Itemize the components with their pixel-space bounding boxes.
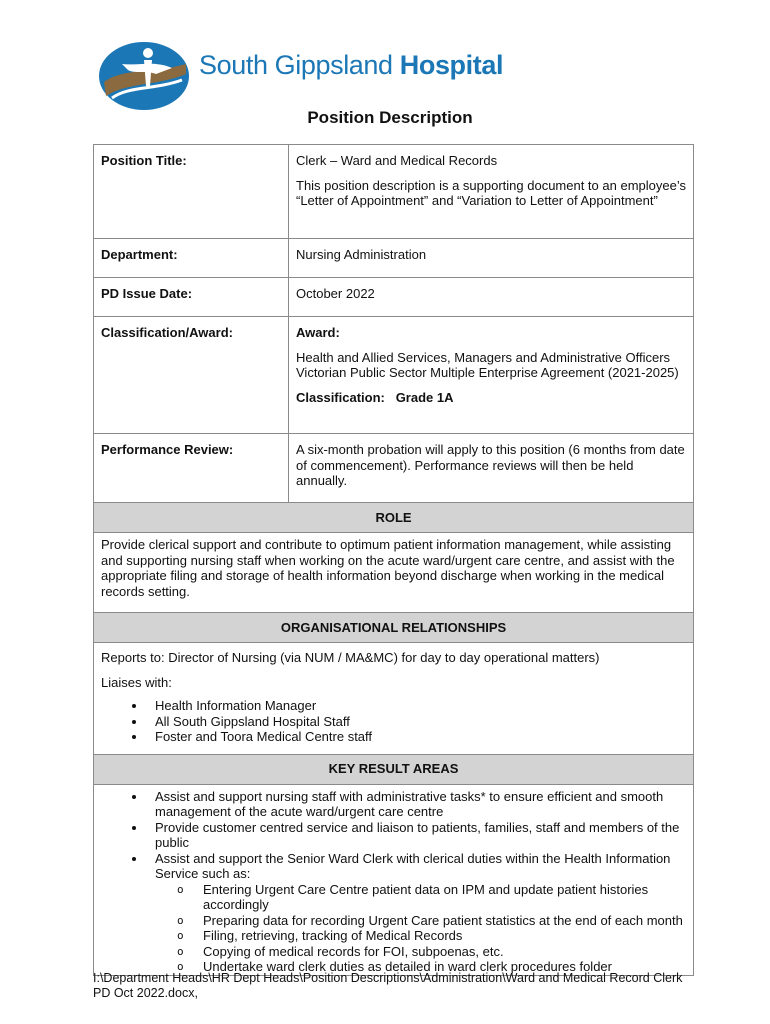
issue-date-row — [94, 278, 694, 317]
role-body-row — [94, 533, 694, 613]
relationships-body-row — [94, 643, 694, 755]
list-item: • Assist and support nursing staff with administrative tasks* to ensure efficient and smooth management of the acute ward/urgent care centre — [147, 789, 686, 820]
kra-list — [101, 789, 686, 975]
sub-list-item: o Preparing data for recording Urgent Care patient statistics at the end of each month — [195, 913, 686, 929]
logo-word-south-gippsland: South Gippsland — [199, 50, 393, 80]
role-text: Provide clerical support and contribute to optimum patient information management, while assisting and supporting nursing staff when working on the acute ward/urgent care centre, and assist with the appropriate filing and storage of health information beyond discharge when working in the medical records setting. — [94, 533, 694, 613]
sub-list-item: o Entering Urgent Care Centre patient data on IPM and update patient histories accordingly — [195, 882, 686, 913]
issue-date-label: PD Issue Date: — [94, 278, 289, 317]
performance-review-value: A six-month probation will apply to this position (6 months from date of commencement). Performance reviews will then be held annually. — [289, 434, 694, 503]
role-heading: ROLE — [94, 503, 694, 533]
classification-row — [94, 317, 694, 434]
classification-value-cell — [289, 317, 694, 434]
kra-item-text: Assist and support the Senior Ward Clerk with clerical duties within the Health Information Service such as: — [155, 850, 671, 881]
kra-heading-row — [94, 754, 694, 784]
role-heading-row — [94, 503, 694, 533]
position-title-value-cell — [289, 145, 694, 239]
reports-to-text: Reports to: Director of Nursing (via NUM / MA&MC) for day to day operational matters) — [101, 650, 600, 665]
relationships-heading: ORGANISATIONAL RELATIONSHIPS — [94, 613, 694, 643]
liaises-list — [101, 698, 686, 745]
relationships-heading-row — [94, 613, 694, 643]
award-text: Health and Allied Services, Managers and Administrative Officers Victorian Public Sector Multiple Enterprise Agreement (2021-2025) — [296, 349, 679, 380]
kra-heading: KEY RESULT AREAS — [94, 754, 694, 784]
issue-date-value: October 2022 — [289, 278, 694, 317]
kra-body — [94, 784, 694, 975]
position-description-table — [93, 144, 694, 976]
sub-list-item: o Filing, retrieving, tracking of Medical Records — [195, 928, 686, 944]
award-heading: Award: — [296, 325, 340, 340]
footer-file-path: I:\Department Heads\HR Dept Heads\Position Descriptions\Administration\Ward and Medical Record Clerk PD Oct 2022.docx, — [93, 971, 683, 1000]
department-row — [94, 239, 694, 278]
hospital-emblem-icon — [98, 40, 190, 112]
list-item: • All South Gippsland Hospital Staff — [147, 714, 686, 730]
performance-review-label: Performance Review: — [94, 434, 289, 503]
logo-wordmark — [199, 50, 503, 81]
relationships-body — [94, 643, 694, 755]
position-title-label: Position Title: — [94, 145, 289, 239]
page-title: Position Description — [307, 108, 473, 127]
list-item — [147, 851, 686, 975]
position-title-note: This position description is a supporting document to an employee’s “Letter of Appointment” and “Variation to Letter of Appointment” — [296, 177, 686, 208]
performance-review-row — [94, 434, 694, 503]
sub-list-item: o Copying of medical records for FOI, subpoenas, etc. — [195, 944, 686, 960]
department-label: Department: — [94, 239, 289, 278]
liaises-with-label: Liaises with: — [101, 674, 172, 690]
sub-list-item: o Undertake ward clerk duties as detailed in ward clerk procedures folder — [195, 959, 686, 975]
logo-word-hospital: Hospital — [399, 50, 504, 80]
list-item: • Foster and Toora Medical Centre staff — [147, 729, 686, 745]
list-item: • Health Information Manager — [147, 698, 686, 714]
classification-text: Classification: Grade 1A — [296, 389, 454, 405]
hospital-logo — [98, 40, 504, 112]
kra-body-row — [94, 784, 694, 975]
position-title-value: Clerk – Ward and Medical Records — [296, 153, 498, 168]
classification-label: Classification/Award: — [94, 317, 289, 434]
list-item: • Provide customer centred service and liaison to patients, families, staff and members of the public — [147, 820, 686, 851]
kra-sub-list — [155, 882, 686, 975]
department-value: Nursing Administration — [289, 239, 694, 278]
position-title-row — [94, 145, 694, 239]
